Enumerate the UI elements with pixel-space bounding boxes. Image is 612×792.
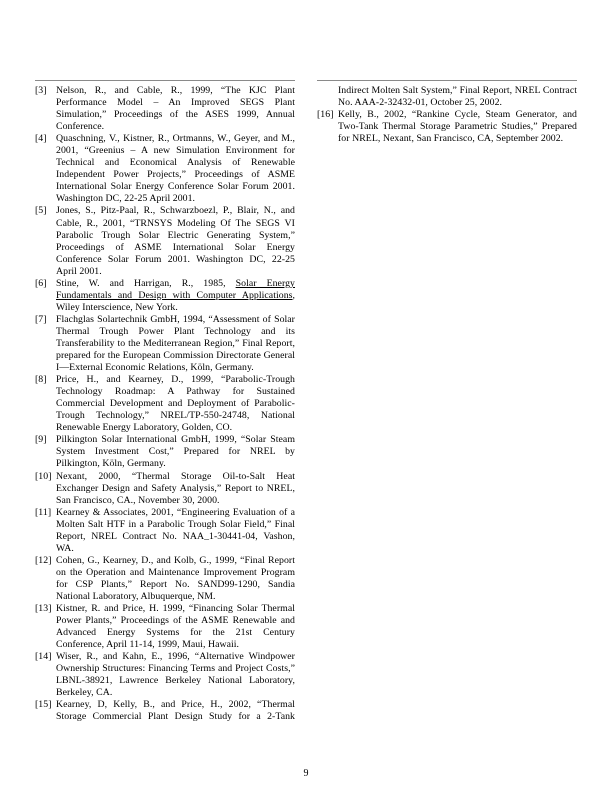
reference-text: [56, 434, 295, 469]
reference-number: [15]: [35, 699, 52, 711]
reference-entry-continuation: [317, 85, 577, 109]
reference-entry: [35, 434, 295, 470]
reference-number: [4]: [35, 133, 47, 145]
reference-text-segment: Price, H., and Kearney, D., 1999, “Parabolic-Trough Technology Roadmap: A Pathway for Sustained Commercial Development and Deployment of Parabolic-Trough Technology,” NREL/TP-550-24748, National Renewable Energy Laboratory, Golden, CO.: [56, 374, 295, 434]
reference-entry: [35, 555, 295, 603]
references-section: [35, 80, 578, 723]
reference-text-segment: Jones, S., Pitz-Paal, R., Schwarzboezl, P., Blair, N., and Cable, R., 2001, “TRNSYS Modeling Of The SEGS VI Parabolic Trough Solar Electric Generating System,” Proceedings of ASME International Solar Energy Conference Solar Forum 2001. Washington DC, 22-25 April 2001.: [56, 205, 295, 277]
reference-text: [56, 374, 295, 433]
reference-number: [10]: [35, 470, 52, 482]
column-top-rule-left: [35, 80, 295, 81]
reference-entry: [35, 314, 295, 374]
reference-text-segment: Indirect Molten Salt System,” Final Report, NREL Contract No. AAA-2-32432-01, October 25, 2002.: [338, 85, 577, 109]
references-column-left: [35, 80, 295, 723]
page-number: 9: [303, 768, 309, 779]
reference-text: [338, 85, 577, 108]
reference-text: [338, 109, 577, 144]
reference-entry: [35, 699, 295, 723]
reference-number: [9]: [35, 434, 47, 446]
reference-text: [56, 651, 295, 698]
reference-text: [56, 471, 295, 506]
reference-number: [13]: [35, 603, 52, 615]
reference-text-segment: Nelson, R., and Cable, R., 1999, “The KJC Plant Performance Model – An Improved SEGS Plant Simulation,” Proceedings of the ASES 1999, Annual Conference.: [56, 85, 295, 133]
reference-entry: [35, 205, 295, 277]
reference-list-right: [317, 85, 577, 145]
book-title-underlined: Solar Energy Fundamentals and Design with Computer Applications: [56, 277, 295, 301]
reference-entry: [35, 374, 295, 434]
reference-text-segment: Kistner, R. and Price, H. 1999, “Financing Solar Thermal Power Plants,” Proceedings of the ASME Renewable and Advanced Energy Systems for the 21st Century Conference, April 11-14, 1999, Maui, Hawaii.: [56, 603, 295, 651]
reference-text: [56, 314, 295, 373]
reference-entry: [317, 109, 577, 145]
reference-text-segment: Wiser, R., and Kahn, E., 1996, “Alternative Windpower Ownership Structures: Financing Terms and Project Costs,” LBNL-38921, Lawrence Berkeley National Laboratory, Berkeley, CA.: [56, 651, 295, 699]
reference-entry: [35, 651, 295, 699]
reference-entry: [35, 133, 295, 205]
reference-text: [56, 507, 295, 554]
reference-entry: [35, 507, 295, 555]
reference-text-segment: Kearney, D, Kelly, B., and Price, H., 2002, “Thermal Storage Commercial Plant Design Study for a 2-Tank: [56, 699, 295, 723]
reference-entry: [35, 471, 295, 507]
reference-list-left: [35, 85, 295, 723]
reference-text-segment: Cohen, G., Kearney, D., and Kolb, G., 1999, “Final Report on the Operation and Maintenance Improvement Program for CSP Plants,” Report No. SAND99-1290, Sandia National Laboratory, Albuquerque, NM.: [56, 554, 295, 602]
reference-number: [8]: [35, 374, 47, 386]
reference-text: [56, 278, 295, 313]
reference-number: [16]: [317, 109, 334, 121]
reference-number: [6]: [35, 277, 47, 289]
reference-entry: [35, 603, 295, 651]
reference-text: [56, 205, 295, 276]
reference-text-segment: Kearney & Associates, 2001, “Engineering Evaluation of a Molten Salt HTF in a Parabolic Trough Solar Field,” Final Report, NREL Contract No. NAA_1-30441-04, Vashon, WA.: [56, 506, 295, 554]
reference-text: [56, 555, 295, 602]
reference-number: [11]: [35, 506, 52, 518]
reference-number: [14]: [35, 651, 52, 663]
reference-number: [5]: [35, 205, 47, 217]
reference-text-segment: Nexant, 2000, “Thermal Storage Oil-to-Salt Heat Exchanger Design and Safety Analysis,” Report to NREL, San Francisco, CA., November 30, 2000.: [56, 470, 295, 506]
reference-number: [7]: [35, 313, 47, 325]
reference-text-segment: Pilkington Solar International GmbH, 1999, “Solar Steam System Investment Cost,” Prepared for NREL by Pilkington, Köln, Germany.: [56, 434, 295, 470]
reference-number: [3]: [35, 85, 47, 96]
reference-text-segment: Quaschning, V., Kistner, R., Ortmanns, W., Geyer, and M., 2001, “Greenius – A new Simulation Environment for Technical and Economical Analysis of Renewable Independent Power Projects,” Proceedings of ASME International Solar Energy Conference Solar Forum 2001. Washington DC, 22-25 April 2001.: [56, 133, 295, 205]
reference-number: [12]: [35, 554, 52, 566]
reference-text: [56, 85, 295, 132]
reference-text: [56, 603, 295, 650]
references-column-right: [317, 80, 577, 723]
reference-entry: [35, 278, 295, 314]
reference-text-segment: Flachglas Solartechnik GmbH, 1994, “Assessment of Solar Thermal Trough Power Plant Technology and its Transferability to the Mediterranean Region,” Final Report, prepared for the European Commission Directorate General I—External Economic Relations, Köln, Germany.: [56, 313, 295, 374]
reference-text-segment: , Wiley Interscience, New York.: [56, 289, 295, 313]
reference-text: [56, 699, 295, 722]
reference-entry: [35, 85, 295, 133]
reference-text: [56, 133, 295, 204]
reference-text-segment: Stine, W. and Harrigan, R., 1985,: [56, 277, 236, 289]
reference-text-segment: Kelly, B., 2002, “Rankine Cycle, Steam Generator, and Two-Tank Thermal Storage Parametric Studies,” Prepared for NREL, Nexant, San Francisco, CA, September 2002.: [338, 109, 577, 145]
column-top-rule-right: [317, 80, 577, 81]
